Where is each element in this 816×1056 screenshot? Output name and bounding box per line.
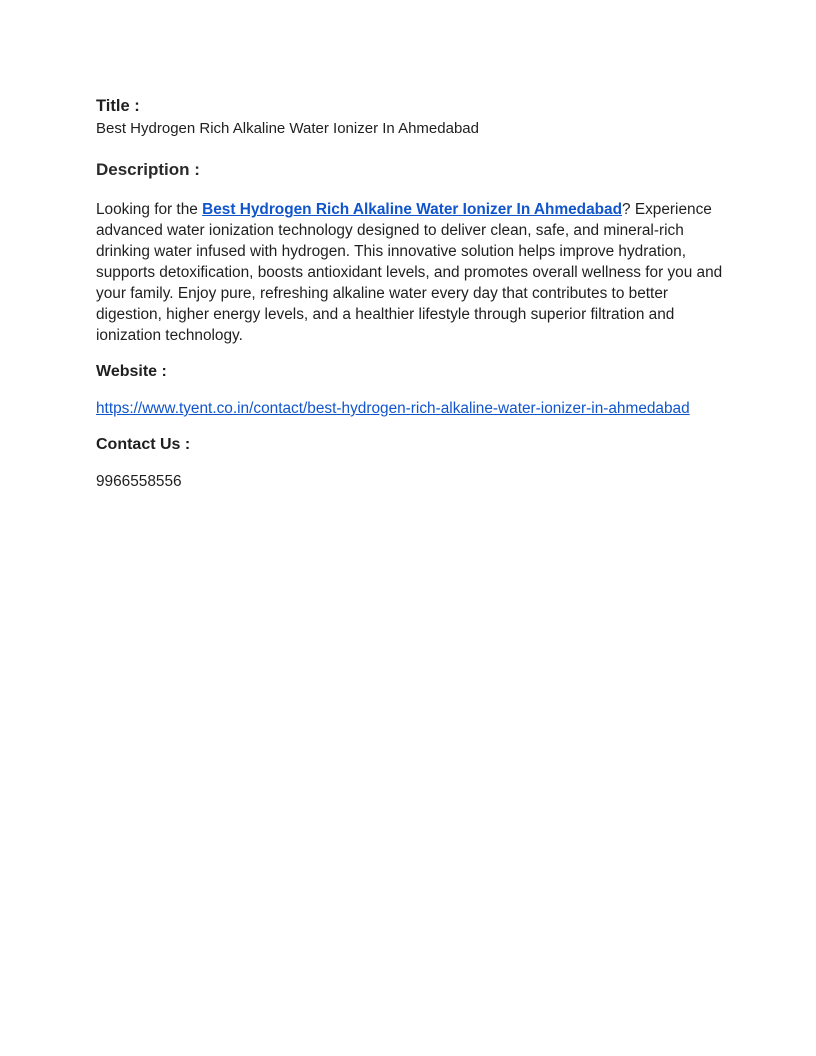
- description-body: ? Experience advanced water ionization technology designed to deliver clean, safe, and mineral-rich drinking water infused with hydrogen. This innovative solution helps improve hydration, supports detoxification, boosts antioxidant levels, and promotes overall wellness for you and your family. Enjoy pure, refreshing alkaline water every day that contributes to better digestion, higher energy levels, and a healthier lifestyle through superior filtration and ionization technology.: [96, 201, 723, 344]
- description-paragraph: [96, 199, 726, 346]
- contact-phone: 9966558556: [96, 473, 182, 490]
- description-link[interactable]: Best Hydrogen Rich Alkaline Water Ionizer In Ahmedabad: [202, 201, 623, 218]
- document-page: [96, 96, 726, 492]
- website-label: Website :: [96, 363, 167, 380]
- title-label: Title :: [96, 97, 140, 115]
- website-link[interactable]: https://www.tyent.co.in/contact/best-hydrogen-rich-alkaline-water-ionizer-in-ahmedabad: [96, 400, 690, 417]
- description-label: Description :: [96, 160, 200, 179]
- title-value: Best Hydrogen Rich Alkaline Water Ionizer In Ahmedabad: [96, 120, 479, 137]
- description-intro: Looking for the: [96, 201, 203, 218]
- contact-label: Contact Us :: [96, 436, 191, 453]
